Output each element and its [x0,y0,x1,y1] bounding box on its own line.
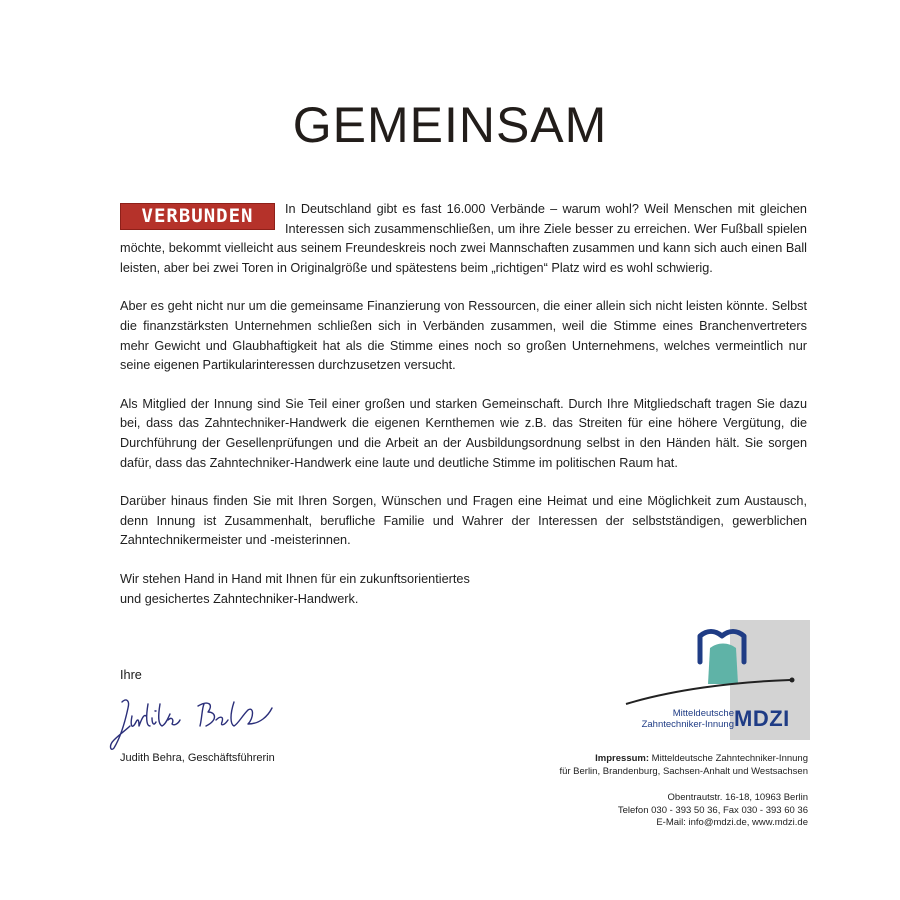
signature-image [108,690,288,752]
logo-abbreviation: MDZI [734,706,790,731]
paragraph-4: Darüber hinaus finden Sie mit Ihren Sorgen, Wünschen und Fragen eine Heimat und eine Möglichkeit zum Austausch, denn Innung ist Zusammenhalt, berufliche Familie und Wahrer der Interessen der selbstständigen, gewerblichen Zahntechnikermeister und -meisterinnen. [120,494,807,548]
closing-line-1: Wir stehen Hand in Hand mit Ihnen für ein zukunftsorientiertes [120,571,470,586]
mdzi-logo [612,620,810,740]
closing-text [120,570,807,609]
logo-name-line-1: Mitteldeutsche [672,708,734,719]
signer-name: Judith Behra, Geschäftsführerin [120,752,275,764]
impressum-line-2: für Berlin, Brandenburg, Sachsen-Anhalt und Westsachsen [559,766,808,777]
impressum-org: Mitteldeutsche Zahntechniker-Innung [651,753,808,764]
closing-line-2: und gesichertes Zahntechniker-Handwerk. [120,591,359,606]
logo-organization-name [634,708,734,730]
address-street: Obentrautstr. 16-18, 10963 Berlin [667,792,808,803]
impressum-line-1 [559,752,808,765]
page-title: GEMEINSAM [292,97,608,153]
impressum [559,752,808,778]
verbunden-stamp: VERBUNDEN [120,203,275,230]
paragraph-1 [120,200,807,278]
paragraph-3: Als Mitglied der Innung sind Sie Teil einer großen und starken Gemeinschaft. Durch Ihre Mitgliedschaft tragen Sie dazu bei, dass das Zahntechniker-Handwerk die eigenen Kernthemen wie z.B. das Streiten für eine höhere Vergütung, die Durchführung der Gesellenprüfungen und die Arbeit an der Ausbildungsordnung selbst in den Händen hält. Sie sorgen dafür, dass das Zahntechniker-Handwerk eine laute und deutliche Stimme im politischen Raum hat. [120,396,807,470]
address-phone: Telefon 030 - 393 50 36, Fax 030 - 393 60 36 [617,804,808,816]
logo-name-line-2: Zahntechniker-Innung [641,719,734,730]
contact-address [618,792,808,830]
salutation: Ihre [120,668,142,682]
paragraph-2: Aber es geht nicht nur um die gemeinsame Finanzierung von Ressourcen, die einer allein sich nicht leisten könnte. Selbst die finanzstärksten Unternehmen schließen sich in Verbänden zusammen, weil die Stimme eines Branchenvertreters mehr Gewicht und Glaubhaftigkeit hat als die Stimme eines noch so großen Unternehmens, welches vermeintlich nur seine eigenen Partikularinteressen durchzusetzen versucht. [120,299,807,373]
impressum-label: Impressum: [595,753,650,764]
address-email[interactable]: E-Mail: info@mdzi.de, www.mdzi.de [656,817,808,828]
body-text [120,200,807,628]
paragraph-1-text: In Deutschland gibt es fast 16.000 Verbände – warum wohl? Weil Menschen mit gleichen Interessen sich zusammenschließen, um ihre Ziele besser zu erreichen. Wer Fußball spielen möchte, bekommt vielleicht aus seinem Freundeskreis noch zwei Mannschaften zusammen und kann sich auch einen Ball leisten, aber bei zwei Toren in Originalgröße und spätestens beim „richtigen“ Platz wird es wohl schwierig. [120,202,807,275]
